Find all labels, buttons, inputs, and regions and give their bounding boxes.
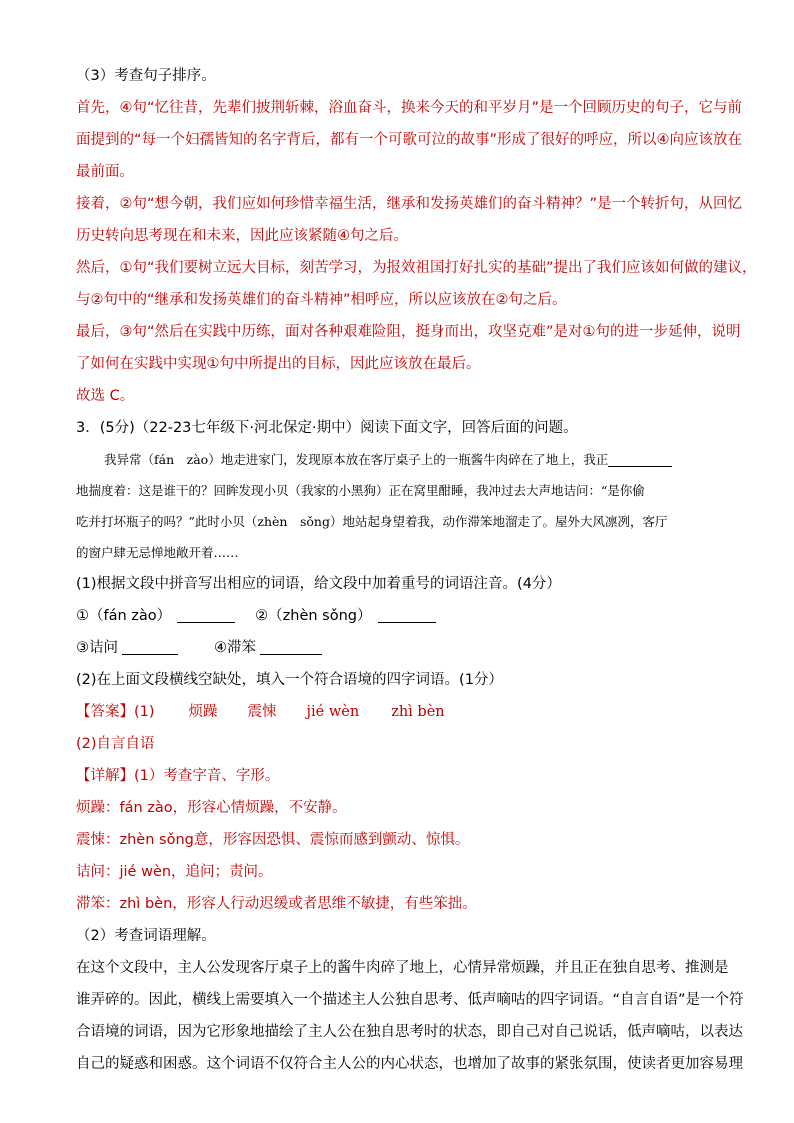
passage-line: 吃并打坏瓶子的吗？”此时小贝（zhèn sǒng）地站起身望着我，动作滞笨地溜走了。屋外大风凛冽，客厅 xyxy=(76,514,668,529)
explanation-line: 在这个文段中，主人公发现客厅桌子上的酱牛肉碎了地上，心情异常烦躁，并且正在独自思考、推测是 xyxy=(76,960,729,976)
blank-label: ③诘问 xyxy=(76,640,118,656)
paragraph-line xyxy=(76,284,718,316)
section-heading: （3）考查句子排序。 xyxy=(76,68,216,84)
paragraph-line xyxy=(76,348,718,380)
fill-blank xyxy=(260,638,322,655)
text: 面提到的“每一个妇孺皆知的名字背后，都有一个可歌可泣的故事”形成了很好的呼应，所以 xyxy=(76,132,657,148)
paragraph-line xyxy=(76,92,743,124)
answer-value: zhì bèn xyxy=(391,704,445,720)
detail-line: 诘问：jié wèn，追问；责问。 xyxy=(76,864,273,880)
text: 与 xyxy=(76,292,91,308)
circled-number: ① xyxy=(582,324,596,340)
fill-blank xyxy=(177,606,235,623)
conclusion-line: 故选 C。 xyxy=(76,388,135,404)
answer-label: 【答案】 xyxy=(76,704,134,720)
text: 首先， xyxy=(76,100,120,116)
document-page xyxy=(76,60,757,1080)
fill-blank xyxy=(608,450,672,467)
explanation-line: 谁弄碎的。因此，横线上需要填入一个描述主人公独自思考、低声嘀咕的四字词语。“自言自语”是一个符 xyxy=(76,992,744,1008)
circled-number: ④ xyxy=(337,228,350,244)
question-header: 3．(5分)（22-23七年级下·河北保定·期中）阅读下面文字，回答后面的问题。 xyxy=(76,420,578,436)
paragraph-line: 最前面。 xyxy=(76,164,134,180)
paragraph-line xyxy=(76,316,741,348)
text: 接着， xyxy=(76,196,120,212)
paragraph-line xyxy=(76,252,757,284)
text: (1）考查字音、字形。 xyxy=(134,768,280,784)
circled-number: ④ xyxy=(119,100,133,116)
paragraph-line xyxy=(76,124,743,156)
fill-blank xyxy=(122,638,178,655)
circled-number: ④ xyxy=(656,132,670,148)
circled-number: ② xyxy=(119,196,133,212)
circled-number: ② xyxy=(495,292,509,308)
text: 向应该放在 xyxy=(669,132,743,148)
passage-line xyxy=(76,444,718,475)
text: 句“忆往昔，先辈们披荆斩棘，浴血奋斗，换来今天的和平岁月”是一个回顾历史的句子，它与前 xyxy=(132,100,743,116)
circled-number: ① xyxy=(119,260,133,276)
text: 句“想今朝，我们应如何珍惜幸福生活，继承和发扬英雄们的奋斗精神？”是一个转折句，从回忆 xyxy=(132,196,743,212)
detail-line xyxy=(76,760,718,792)
text: 然后， xyxy=(76,260,120,276)
text: 最后， xyxy=(76,324,120,340)
text: 句之后。 xyxy=(508,292,567,308)
text: 历史转向思考现在和未来，因此应该紧随 xyxy=(76,228,337,244)
passage-line: 的窗户肆无忌惮地敞开着…… xyxy=(76,545,239,560)
text: 句的进一步延伸，说明 xyxy=(595,324,741,340)
text: 了如何在实践中实现 xyxy=(76,356,207,372)
text: 句“我们要树立远大目标，刻苦学习，为报效祖国打好扎实的基础”提出了我们应该如何做的建议， xyxy=(132,260,757,276)
answer-blanks-row xyxy=(76,632,718,664)
detail-line: 滞笨：zhì bèn，形容人行动迟缓或者思维不敏捷，有些笨拙。 xyxy=(76,896,477,912)
answer-value: 烦躁 xyxy=(188,704,218,720)
detail-line: 烦躁：fán zào，形容心情烦躁，不安静。 xyxy=(76,800,347,816)
passage-line: 地揣度着：这是谁干的？回眸发现小贝（我家的小黑狗）正在窝里酣睡，我冲过去大声地诘问：“是你偷 xyxy=(76,483,645,498)
answer-value: jié wèn xyxy=(306,704,360,720)
answer-value: 震悚 xyxy=(247,704,277,720)
detail-line: 震悚：zhèn sǒng意，形容因恐惧、震惊而感到颤动、惊惧。 xyxy=(76,832,470,848)
text: 句“然后在实践中历练，面对各种艰难险阻，挺身而出，攻坚克难”是对 xyxy=(132,324,583,340)
answer-line xyxy=(76,696,718,728)
text: 句中的“继承和发扬英雄们的奋斗精神”相呼应，所以应该放在 xyxy=(103,292,496,308)
circled-number: ① xyxy=(206,356,220,372)
explanation-line: 自己的疑惑和困惑。这个词语不仅符合主人公的内心状态，也增加了故事的紧张氛围，使读者更加容易理 xyxy=(76,1056,743,1072)
paragraph-line xyxy=(76,220,718,252)
blank-label: ①（fán zào） xyxy=(76,608,172,624)
explanation-line: 合语境的词语，因为它形象地描绘了主人公在独自思考时的状态，即自己对自己说话，低声嘀咕，以表达 xyxy=(76,1024,743,1040)
circled-number: ③ xyxy=(119,324,133,340)
question-item: (1)根据文段中拼音写出相应的词语，给文段中加着重号的词语注音。(4分） xyxy=(76,576,561,592)
question-item: (2)在上面文段横线空缺处，填入一个符合语境的四字词语。(1分） xyxy=(76,672,503,688)
circled-number: ② xyxy=(90,292,104,308)
blank-label: ②（zhèn sǒng） xyxy=(255,608,372,624)
blank-label: ④滞笨 xyxy=(214,640,256,656)
text: 我异常（fán zào）地走进家门，发现原本放在客厅桌子上的一瓶酱牛肉碎在了地上，我正 xyxy=(104,452,609,467)
paragraph-line xyxy=(76,188,743,220)
text: 句中所提出的目标，因此应该放在最后。 xyxy=(219,356,481,372)
fill-blank xyxy=(378,606,436,623)
text: (1) xyxy=(134,704,155,720)
answer-line: (2)自言自语 xyxy=(76,736,155,752)
text: 句之后。 xyxy=(350,228,408,244)
detail-label: 【详解】 xyxy=(76,768,134,784)
answer-blanks-row xyxy=(76,600,718,632)
detail-line: （2）考查词语理解。 xyxy=(76,928,216,944)
